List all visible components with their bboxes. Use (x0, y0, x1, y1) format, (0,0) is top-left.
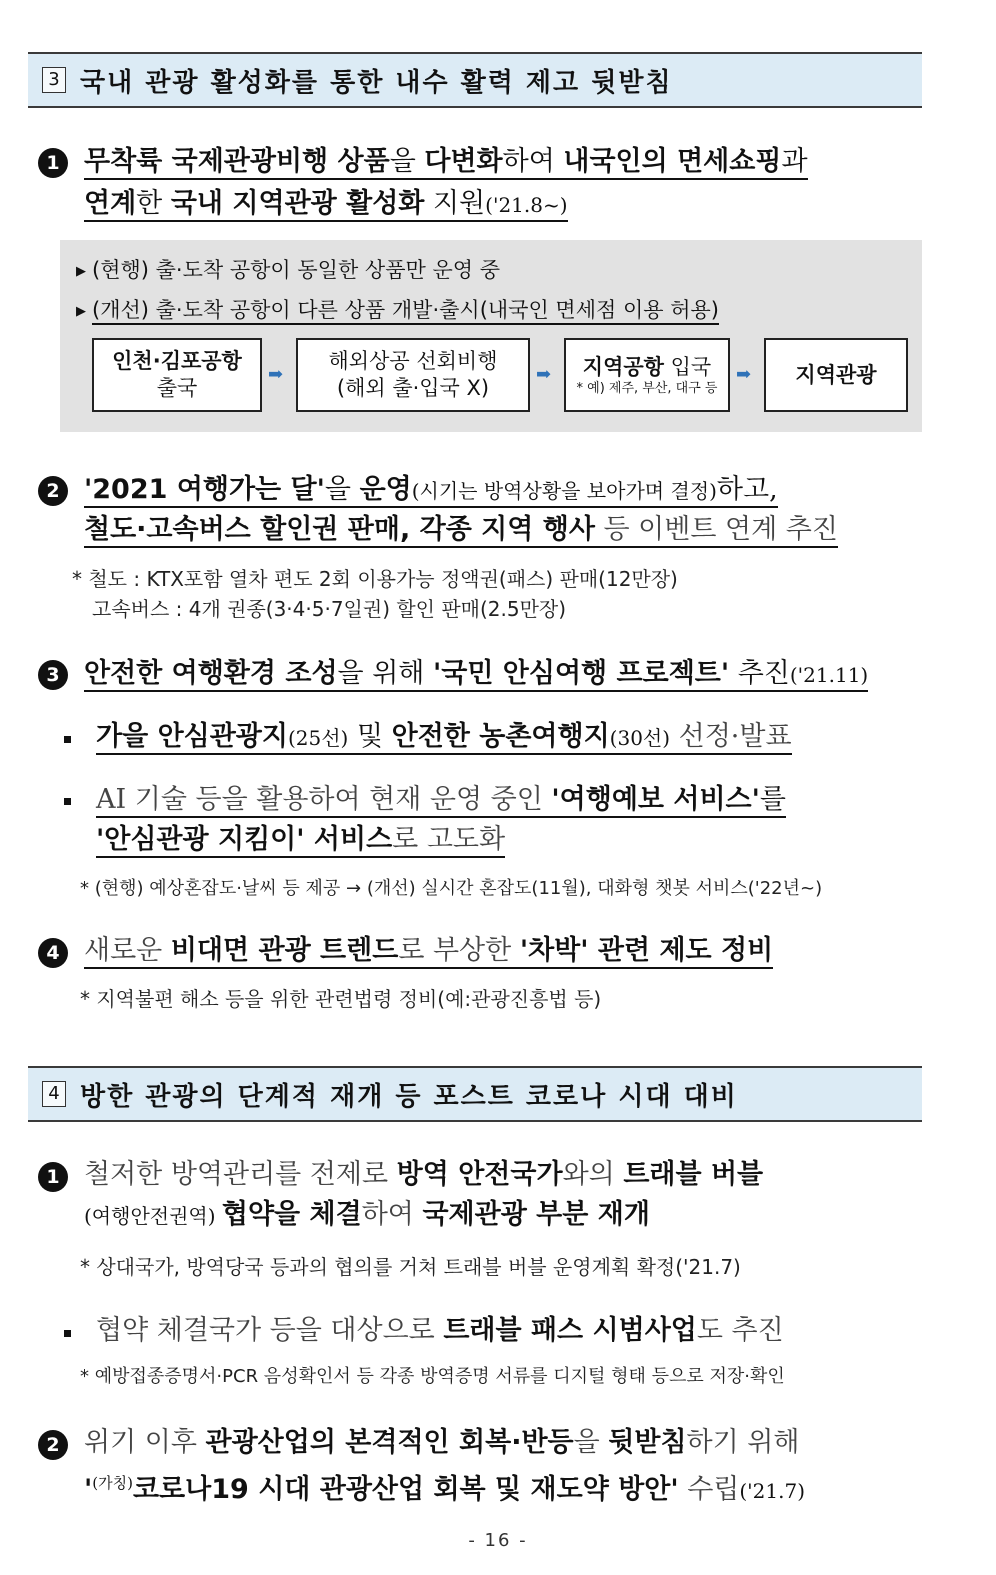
flow-step-departure: 인천·김포공항 출국 (92, 338, 262, 412)
s4-item2-line2: '$^{(가칭)}$코로나19 시대 관광산업 회복 및 재도약 방안' 수립('21.7) (84, 1474, 805, 1505)
section-4-title: 방한 관광의 단계적 재개 등 포스트 코로나 시대 대비 (80, 1081, 738, 1112)
section-4-header (28, 1066, 922, 1122)
s3-item4-note: * 지역불편 해소 등을 위한 관련법령 정비(예:관광진흥법 등) (80, 987, 602, 1011)
triangle-bullet-icon: ▶ (76, 304, 86, 319)
s3-item1-line1: 무착륙 국제관광비행 상품을 다변화하여 내국인의 면세쇼핑과 (84, 145, 808, 179)
item-bullet-2: 2 (38, 476, 68, 506)
s4-item2-line1: 위기 이후 관광산업의 본격적인 회복·반등을 뒷받침하기 위해 (84, 1427, 800, 1458)
item-bullet-1: 1 (38, 148, 68, 178)
box-current-line: ▶ (현행) 출·도착 공항이 동일한 상품만 운영 중 (76, 258, 500, 282)
s3-item3-line1: 안전한 여행환경 조성을 위해 '국민 안심여행 프로젝트' 추진('21.11) (84, 657, 868, 692)
s4-item1-sub-note: * 예방접종증명서·PCR 음성확인서 등 각종 방역증명 서류를 디지털 형태 등으로 저장·확인 (80, 1366, 785, 1387)
s4-item1-sub: 협약 체결국가 등을 대상으로 트래블 패스 시범사업도 추진 (96, 1315, 784, 1346)
s4-item1-note: * 상대국가, 방역당국 등과의 협의를 거쳐 트래블 버블 운영계획 확정('21.7) (80, 1255, 741, 1279)
s3-item2-line1: '2021 여행가는 달'을 운영(시기는 방역상황을 보아가며 결정)하고, (84, 473, 778, 508)
s4-item1-line1: 철저한 방역관리를 전제로 방역 안전국가와의 트래블 버블 (84, 1159, 764, 1190)
flow-step-circling: 해외상공 선회비행 (해외 출·입국 X) (296, 338, 530, 412)
page-number: - 16 - (468, 1530, 528, 1551)
section-4-number: 4 (42, 1081, 66, 1107)
flight-info-box (60, 240, 922, 432)
s3-item2-note2: 고속버스 : 4개 권종(3·4·5·7일권) 할인 판매(2.5만장) (92, 597, 567, 621)
s3-item3-sub2-line1: AI 기술 등을 활용하여 현재 운영 중인 '여행예보 서비스'를 (96, 783, 786, 817)
triangle-bullet-icon: ▶ (76, 264, 86, 279)
square-bullet-icon (64, 1330, 71, 1337)
section-3-header (28, 52, 922, 108)
item-bullet-4: 4 (38, 938, 68, 968)
s3-item1-line2: 연계한 국내 지역관광 활성화 지원('21.8~) (84, 187, 568, 222)
right-arrow-icon: ➡ (736, 364, 752, 385)
s3-item2-line2: 철도·고속버스 할인권 판매, 각종 지역 행사 등 이벤트 연계 추진 (84, 513, 838, 547)
item-bullet-1: 1 (38, 1162, 68, 1192)
s3-item3-note: * (현행) 예상혼잡도·날씨 등 제공 → (개선) 실시간 혼잡도(11월), 대화형 챗봇 서비스('22년~) (80, 878, 823, 899)
section-3-title: 국내 관광 활성화를 통한 내수 활력 제고 뒷받침 (80, 67, 673, 98)
section-3-number: 3 (42, 67, 66, 93)
square-bullet-icon (64, 736, 71, 743)
s3-item3-sub1: 가을 안심관광지(25선) 및 안전한 농촌여행지(30선) 선정·발표 (96, 720, 792, 755)
s4-item1-line2: (여행안전권역) 협약을 체결하여 국제관광 부분 재개 (84, 1199, 650, 1230)
square-bullet-icon (64, 798, 71, 805)
item-bullet-2: 2 (38, 1430, 68, 1460)
right-arrow-icon: ➡ (536, 364, 552, 385)
right-arrow-icon: ➡ (268, 364, 284, 385)
item-bullet-3: 3 (38, 660, 68, 690)
box-improve-line: ▶ (개선) 출·도착 공항이 다른 상품 개발·출시(내국인 면세점 이용 허용) (76, 296, 719, 328)
s3-item3-sub2-line2: '안심관광 지킴이' 서비스로 고도화 (96, 823, 505, 857)
s3-item2-note1: * 철도 : KTX포함 열차 편도 2회 이용가능 정액권(패스) 판매(12만장) (72, 567, 678, 591)
flow-step-local-tourism: 지역관광 (764, 338, 908, 412)
flow-step-arrival: 지역공항 입국 * 예) 제주, 부산, 대구 등 (564, 338, 730, 412)
s3-item4-line1: 새로운 비대면 관광 트렌드로 부상한 '차박' 관련 제도 정비 (84, 934, 773, 968)
